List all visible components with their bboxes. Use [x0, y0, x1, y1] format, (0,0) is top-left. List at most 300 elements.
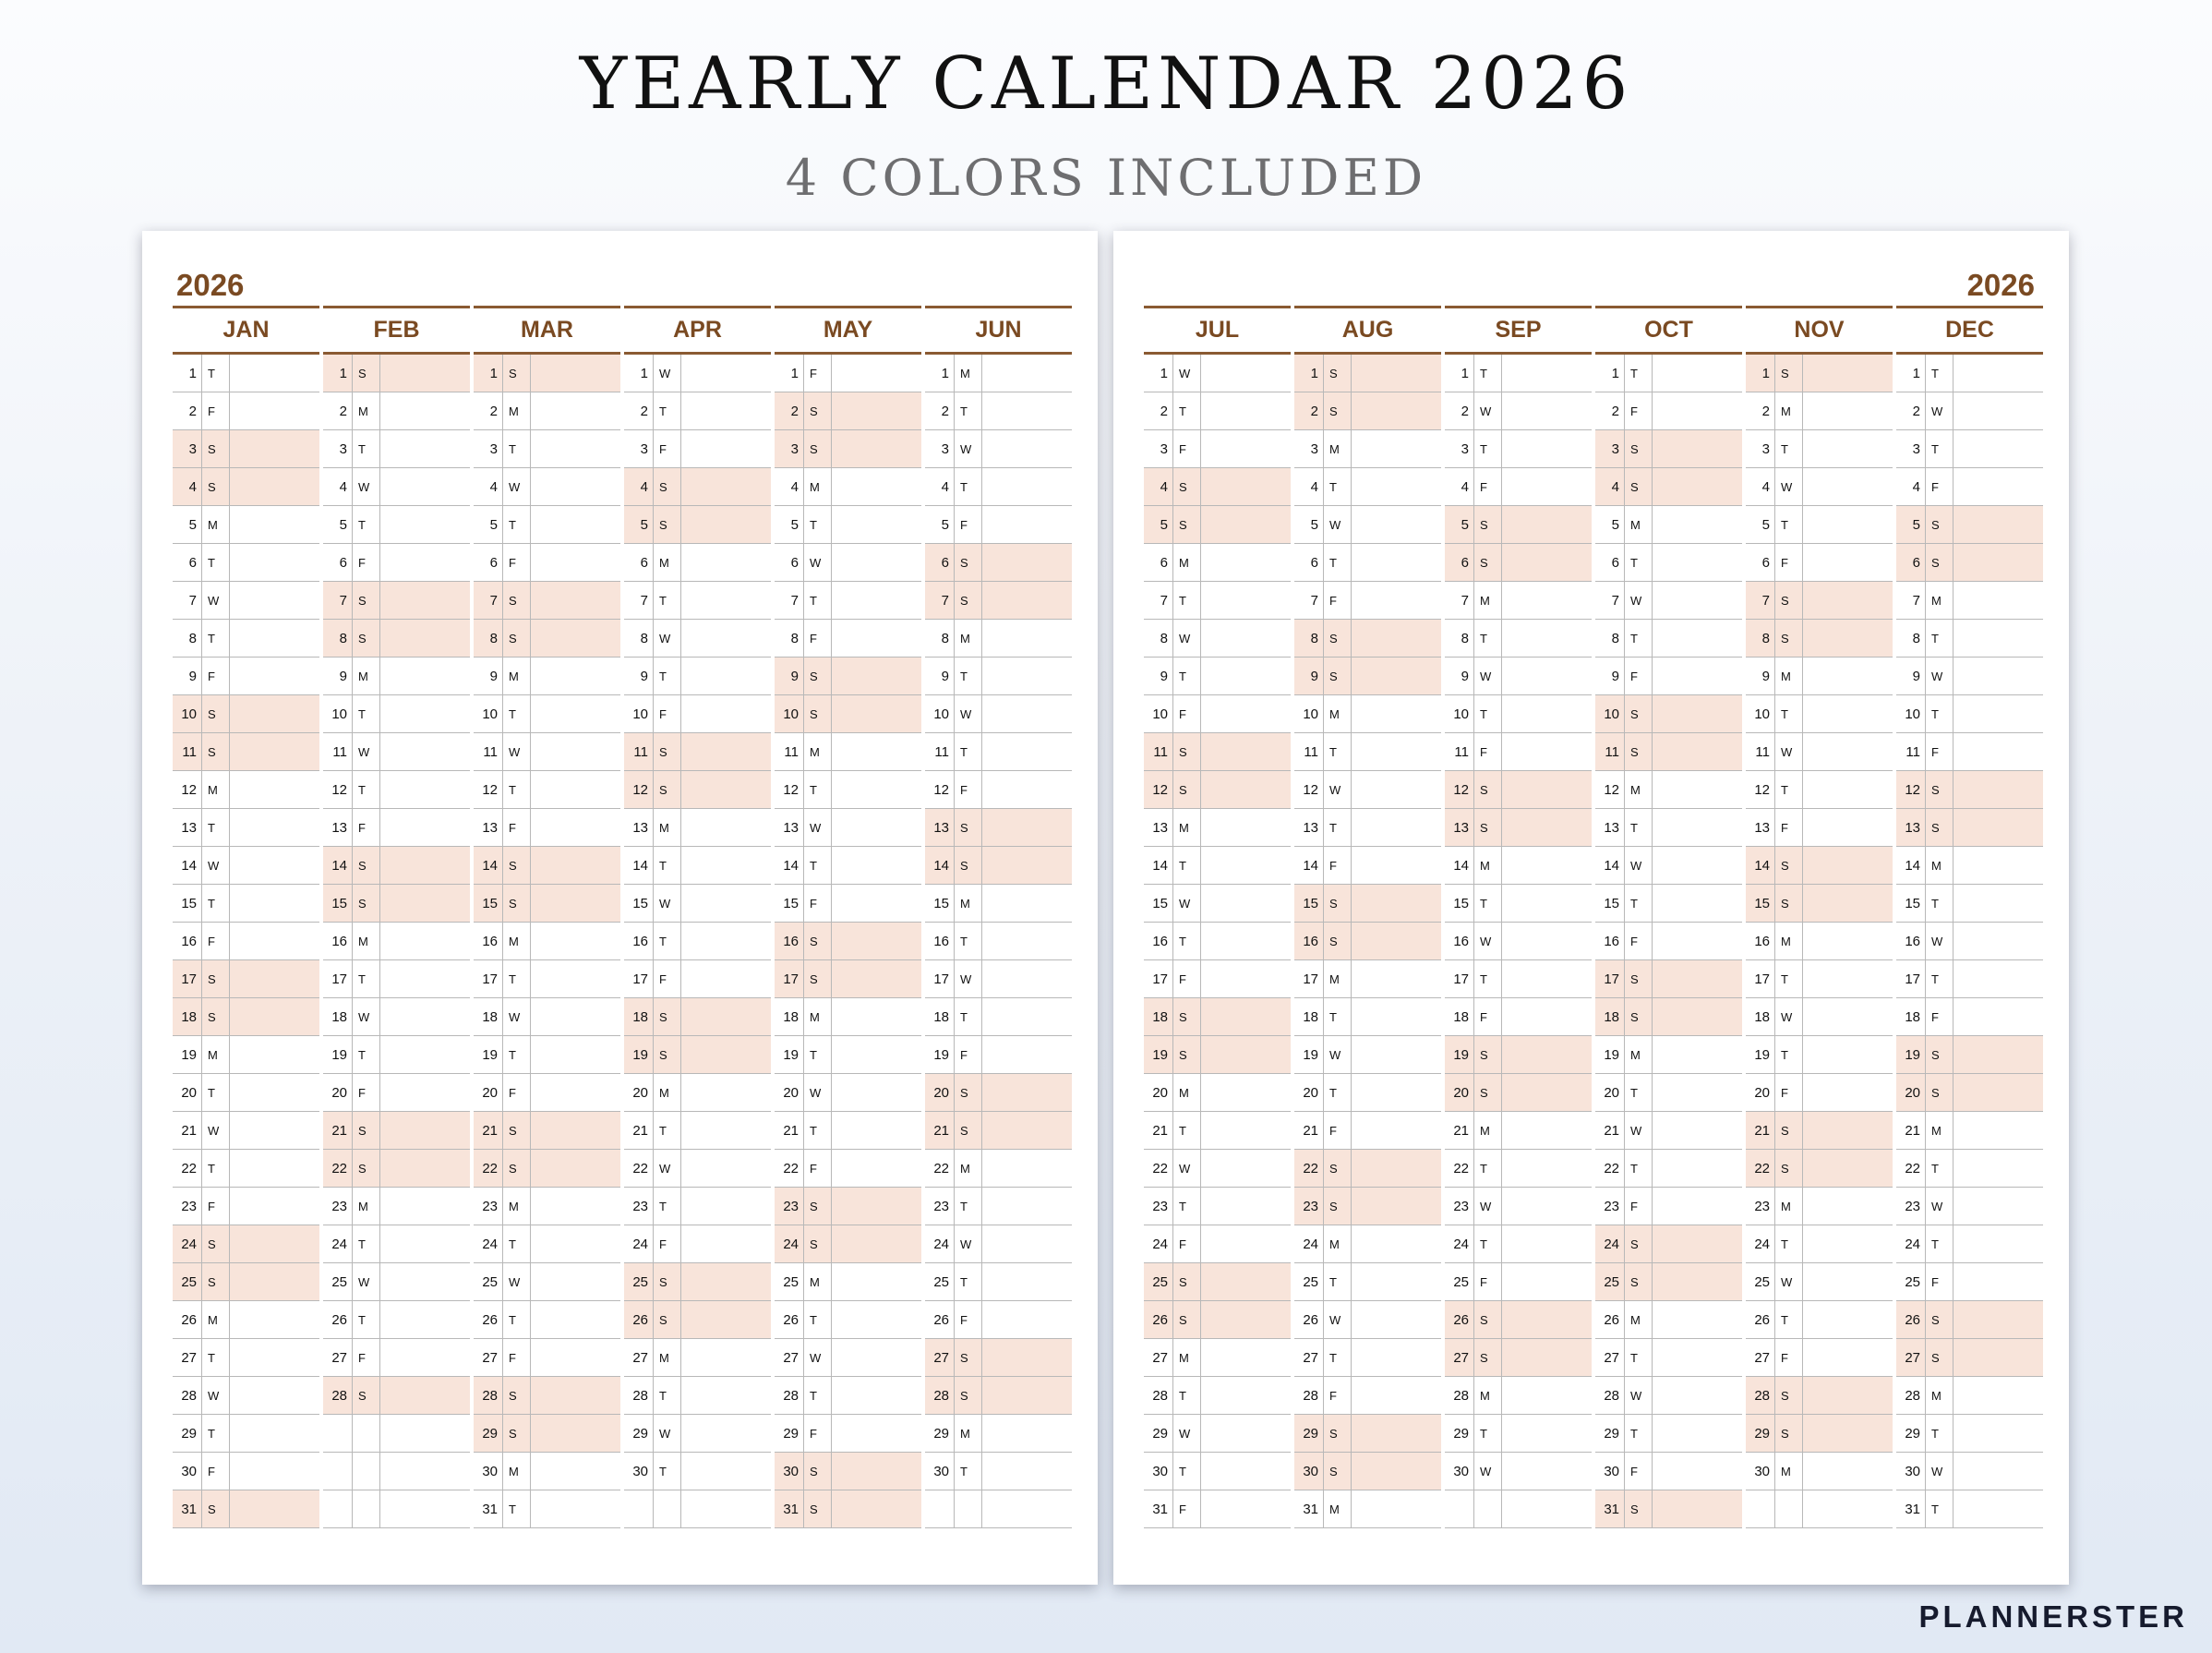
day-row — [1445, 1339, 1592, 1377]
day-note-cell — [1201, 1377, 1291, 1414]
day-number: 9 — [1746, 658, 1775, 694]
day-of-week: T — [1173, 1112, 1201, 1149]
day-row — [173, 1112, 319, 1150]
day-row — [474, 847, 620, 885]
day-note-cell — [681, 960, 771, 997]
day-of-week: M — [1474, 1377, 1502, 1414]
day-row — [173, 998, 319, 1036]
day-number: 3 — [925, 430, 955, 467]
day-number: 17 — [775, 960, 804, 997]
day-of-week: M — [503, 658, 531, 694]
day-number: 1 — [173, 355, 202, 392]
day-row — [775, 1453, 921, 1490]
day-note-cell — [1803, 885, 1893, 922]
day-of-week: S — [955, 544, 982, 581]
day-note-cell — [531, 1415, 620, 1452]
day-row — [624, 1225, 771, 1263]
day-note-cell — [1201, 885, 1291, 922]
day-of-week: F — [1926, 468, 1954, 505]
day-number: 25 — [775, 1263, 804, 1300]
day-row — [1896, 771, 2043, 809]
day-row — [925, 1377, 1072, 1415]
day-row — [775, 1415, 921, 1453]
day-number: 11 — [1294, 733, 1324, 770]
day-note-cell — [230, 355, 319, 392]
day-row — [1746, 1377, 1893, 1415]
day-number: 10 — [1595, 695, 1625, 732]
day-number — [323, 1415, 353, 1452]
day-note-cell — [832, 1225, 921, 1262]
month-column-aug — [1292, 306, 1443, 1528]
day-number: 8 — [323, 620, 353, 657]
day-number: 19 — [775, 1036, 804, 1073]
day-note-cell — [982, 468, 1072, 505]
day-number: 18 — [1746, 998, 1775, 1035]
day-of-week: W — [654, 1415, 681, 1452]
day-number: 22 — [1144, 1150, 1173, 1187]
month-column-jul — [1142, 306, 1292, 1528]
day-row — [474, 885, 620, 923]
day-note-cell — [1352, 620, 1441, 657]
day-note-cell — [982, 355, 1072, 392]
day-of-week: F — [202, 392, 230, 429]
day-number: 30 — [1294, 1453, 1324, 1490]
day-row — [775, 885, 921, 923]
day-row — [1595, 1150, 1742, 1188]
day-number: 21 — [323, 1112, 353, 1149]
day-row — [474, 1112, 620, 1150]
day-note-cell — [1352, 960, 1441, 997]
month-header: FEB — [323, 306, 470, 355]
day-of-week: W — [353, 998, 380, 1035]
day-number: 27 — [173, 1339, 202, 1376]
day-of-week: T — [1324, 468, 1352, 505]
day-number: 14 — [1144, 847, 1173, 884]
day-number: 14 — [173, 847, 202, 884]
day-row — [1595, 998, 1742, 1036]
day-row — [1746, 1150, 1893, 1188]
day-note-cell — [1803, 1036, 1893, 1073]
day-row — [775, 998, 921, 1036]
day-number: 8 — [173, 620, 202, 657]
day-of-week: W — [804, 544, 832, 581]
day-number: 22 — [1746, 1150, 1775, 1187]
day-number: 13 — [624, 809, 654, 846]
day-of-week: F — [1474, 1263, 1502, 1300]
day-number: 25 — [925, 1263, 955, 1300]
day-number: 12 — [624, 771, 654, 808]
day-row — [173, 1225, 319, 1263]
day-note-cell — [982, 1490, 1072, 1527]
day-number: 1 — [925, 355, 955, 392]
day-note-cell — [230, 1074, 319, 1111]
day-number: 26 — [1144, 1301, 1173, 1338]
day-row — [1896, 1074, 2043, 1112]
day-note-cell — [1954, 1225, 2043, 1262]
day-number: 14 — [1445, 847, 1474, 884]
day-number: 17 — [1144, 960, 1173, 997]
day-note-cell — [230, 923, 319, 959]
day-number: 30 — [925, 1453, 955, 1490]
day-number: 3 — [1294, 430, 1324, 467]
day-row — [173, 923, 319, 960]
day-row — [173, 582, 319, 620]
day-note-cell — [681, 695, 771, 732]
day-note-cell — [1803, 392, 1893, 429]
day-number: 14 — [1595, 847, 1625, 884]
day-number: 9 — [1445, 658, 1474, 694]
month-header: DEC — [1896, 306, 2043, 355]
day-of-week: W — [202, 847, 230, 884]
day-of-week — [353, 1453, 380, 1490]
day-note-cell — [1352, 998, 1441, 1035]
day-row — [1445, 468, 1592, 506]
day-row — [1144, 1150, 1291, 1188]
day-row — [173, 1301, 319, 1339]
day-note-cell — [1653, 923, 1742, 959]
day-row — [323, 923, 470, 960]
day-note-cell — [1201, 658, 1291, 694]
day-number: 16 — [323, 923, 353, 959]
day-of-week: S — [955, 847, 982, 884]
day-number — [624, 1490, 654, 1527]
day-row — [1294, 582, 1441, 620]
day-row — [1445, 1036, 1592, 1074]
day-of-week: T — [1926, 885, 1954, 922]
day-of-week: M — [804, 998, 832, 1035]
day-number: 23 — [1445, 1188, 1474, 1225]
day-number: 24 — [925, 1225, 955, 1262]
day-row — [1595, 506, 1742, 544]
day-row — [173, 620, 319, 658]
day-row — [1595, 1112, 1742, 1150]
day-note-cell — [380, 1074, 470, 1111]
day-row — [1595, 1415, 1742, 1453]
day-note-cell — [1954, 923, 2043, 959]
day-row — [173, 695, 319, 733]
day-row — [775, 1112, 921, 1150]
day-row — [323, 1301, 470, 1339]
day-number: 16 — [1746, 923, 1775, 959]
day-row — [775, 733, 921, 771]
day-number: 25 — [1896, 1263, 1926, 1300]
day-note-cell — [1653, 1188, 1742, 1225]
day-note-cell — [1954, 392, 2043, 429]
day-row — [1896, 1150, 2043, 1188]
day-row — [775, 392, 921, 430]
day-number: 22 — [1294, 1150, 1324, 1187]
day-note-cell — [1352, 392, 1441, 429]
empty-day-row — [323, 1415, 470, 1453]
day-row — [1896, 468, 2043, 506]
day-number: 31 — [1144, 1490, 1173, 1527]
day-row — [1445, 1074, 1592, 1112]
day-of-week: F — [503, 1339, 531, 1376]
day-note-cell — [230, 1036, 319, 1073]
day-of-week: T — [1625, 355, 1653, 392]
day-row — [624, 733, 771, 771]
day-note-cell — [1954, 1453, 2043, 1490]
day-row — [1144, 1339, 1291, 1377]
day-note-cell — [1352, 847, 1441, 884]
day-of-week: S — [1324, 923, 1352, 959]
day-row — [1746, 392, 1893, 430]
day-number: 14 — [1294, 847, 1324, 884]
day-of-week: T — [503, 695, 531, 732]
day-note-cell — [1201, 620, 1291, 657]
day-of-week: T — [654, 658, 681, 694]
day-of-week: S — [1474, 1339, 1502, 1376]
day-row — [1144, 1036, 1291, 1074]
day-of-week: T — [1625, 1415, 1653, 1452]
day-of-week: S — [955, 582, 982, 619]
day-row — [925, 1188, 1072, 1225]
day-note-cell — [982, 1263, 1072, 1300]
day-note-cell — [681, 1036, 771, 1073]
day-of-week: M — [1625, 771, 1653, 808]
day-note-cell — [230, 430, 319, 467]
day-note-cell — [832, 355, 921, 392]
day-note-cell — [1502, 506, 1592, 543]
day-number: 18 — [474, 998, 503, 1035]
day-number: 20 — [775, 1074, 804, 1111]
day-number: 3 — [624, 430, 654, 467]
day-of-week: T — [1775, 506, 1803, 543]
day-row — [173, 1377, 319, 1415]
day-note-cell — [531, 923, 620, 959]
day-number: 1 — [624, 355, 654, 392]
day-of-week: T — [1775, 695, 1803, 732]
day-note-cell — [681, 998, 771, 1035]
day-number: 17 — [173, 960, 202, 997]
day-note-cell — [832, 809, 921, 846]
day-of-week: M — [353, 658, 380, 694]
day-of-week: F — [955, 506, 982, 543]
day-number: 16 — [1595, 923, 1625, 959]
day-row — [1144, 658, 1291, 695]
day-row — [1595, 1188, 1742, 1225]
day-number: 13 — [1144, 809, 1173, 846]
day-of-week: S — [1926, 771, 1954, 808]
day-row — [624, 620, 771, 658]
day-of-week: S — [1775, 1150, 1803, 1187]
day-row — [1595, 1263, 1742, 1301]
day-of-week: T — [1474, 1415, 1502, 1452]
day-of-week: T — [1775, 960, 1803, 997]
day-number: 7 — [1294, 582, 1324, 619]
day-row — [1896, 1490, 2043, 1528]
day-note-cell — [230, 885, 319, 922]
day-of-week: S — [1775, 1415, 1803, 1452]
day-note-cell — [1201, 1036, 1291, 1073]
day-number: 13 — [474, 809, 503, 846]
day-number: 16 — [925, 923, 955, 959]
empty-day-row — [1445, 1490, 1592, 1528]
day-number: 18 — [775, 998, 804, 1035]
day-row — [925, 392, 1072, 430]
day-note-cell — [1352, 1150, 1441, 1187]
day-of-week: T — [804, 1112, 832, 1149]
day-number: 21 — [474, 1112, 503, 1149]
day-number: 27 — [624, 1339, 654, 1376]
day-row — [925, 1036, 1072, 1074]
day-row — [925, 923, 1072, 960]
day-row — [1445, 1188, 1592, 1225]
day-row — [624, 658, 771, 695]
day-row — [775, 544, 921, 582]
page-subtitle: 4 COLORS INCLUDED — [785, 149, 1427, 207]
day-note-cell — [1502, 1112, 1592, 1149]
day-note-cell — [1502, 847, 1592, 884]
day-row — [173, 771, 319, 809]
day-note-cell — [982, 733, 1072, 770]
day-row — [323, 468, 470, 506]
day-row — [173, 1415, 319, 1453]
day-row — [1896, 582, 2043, 620]
day-row — [173, 544, 319, 582]
day-row — [1746, 1301, 1893, 1339]
day-of-week: F — [804, 355, 832, 392]
day-row — [323, 998, 470, 1036]
day-note-cell — [1954, 506, 2043, 543]
day-row — [173, 1490, 319, 1528]
day-number: 9 — [1595, 658, 1625, 694]
day-row — [1294, 923, 1441, 960]
day-note-cell — [230, 544, 319, 581]
day-row — [1896, 695, 2043, 733]
day-number: 26 — [474, 1301, 503, 1338]
day-row — [474, 582, 620, 620]
month-column-nov — [1744, 306, 1894, 1528]
day-number: 23 — [775, 1188, 804, 1225]
day-of-week: T — [1324, 1339, 1352, 1376]
day-number: 10 — [323, 695, 353, 732]
day-row — [1595, 620, 1742, 658]
day-number: 28 — [775, 1377, 804, 1414]
day-row — [1746, 1036, 1893, 1074]
month-column-may — [773, 306, 923, 1528]
day-of-week: M — [1775, 923, 1803, 959]
day-note-cell — [1954, 885, 2043, 922]
day-note-cell — [380, 960, 470, 997]
day-of-week: T — [1173, 1377, 1201, 1414]
day-row — [1896, 809, 2043, 847]
day-of-week: S — [353, 885, 380, 922]
day-note-cell — [1803, 1263, 1893, 1300]
day-row — [775, 658, 921, 695]
day-of-week: F — [955, 1301, 982, 1338]
day-of-week: T — [1173, 582, 1201, 619]
day-number: 30 — [1445, 1453, 1474, 1490]
day-of-week: T — [1775, 430, 1803, 467]
day-number: 24 — [323, 1225, 353, 1262]
day-number: 9 — [1896, 658, 1926, 694]
year-label: 2026 — [176, 268, 245, 302]
day-number: 2 — [1294, 392, 1324, 429]
day-row — [474, 1074, 620, 1112]
day-row — [323, 695, 470, 733]
day-number: 8 — [474, 620, 503, 657]
day-of-week: F — [353, 1074, 380, 1111]
day-note-cell — [832, 998, 921, 1035]
day-of-week: M — [955, 1415, 982, 1452]
day-of-week: S — [1324, 355, 1352, 392]
day-number: 24 — [1746, 1225, 1775, 1262]
day-number: 7 — [775, 582, 804, 619]
day-row — [474, 771, 620, 809]
day-of-week: T — [1775, 771, 1803, 808]
day-of-week: S — [654, 468, 681, 505]
day-row — [775, 1074, 921, 1112]
day-note-cell — [982, 1453, 1072, 1490]
day-note-cell — [1954, 847, 2043, 884]
day-row — [1595, 771, 1742, 809]
day-note-cell — [230, 1490, 319, 1527]
day-of-week: W — [1324, 1301, 1352, 1338]
day-of-week: F — [1926, 1263, 1954, 1300]
day-of-week: W — [353, 733, 380, 770]
day-of-week: S — [503, 1112, 531, 1149]
day-number: 26 — [1896, 1301, 1926, 1338]
day-of-week: S — [804, 430, 832, 467]
day-note-cell — [681, 355, 771, 392]
day-of-week: W — [955, 960, 982, 997]
day-of-week: M — [1474, 582, 1502, 619]
day-note-cell — [832, 1377, 921, 1414]
day-row — [474, 1453, 620, 1490]
day-note-cell — [1803, 1225, 1893, 1262]
day-number: 29 — [474, 1415, 503, 1452]
day-of-week: T — [955, 998, 982, 1035]
day-number: 4 — [474, 468, 503, 505]
day-number: 10 — [1746, 695, 1775, 732]
day-number: 29 — [1746, 1415, 1775, 1452]
day-number: 13 — [925, 809, 955, 846]
day-number: 2 — [1746, 392, 1775, 429]
day-number: 27 — [1144, 1339, 1173, 1376]
day-of-week: W — [1324, 506, 1352, 543]
day-number: 21 — [1896, 1112, 1926, 1149]
day-of-week: F — [955, 771, 982, 808]
day-row — [1896, 506, 2043, 544]
day-note-cell — [1502, 1339, 1592, 1376]
day-of-week: M — [654, 544, 681, 581]
day-of-week: S — [1173, 1301, 1201, 1338]
day-of-week: F — [202, 658, 230, 694]
day-number: 22 — [1595, 1150, 1625, 1187]
day-of-week: M — [654, 1339, 681, 1376]
month-header: OCT — [1595, 306, 1742, 355]
day-of-week: S — [654, 1036, 681, 1073]
day-of-week: F — [1625, 392, 1653, 429]
day-number: 23 — [1144, 1188, 1173, 1225]
day-number: 30 — [624, 1453, 654, 1490]
day-of-week: S — [503, 1377, 531, 1414]
day-row — [1896, 1301, 2043, 1339]
day-number: 13 — [1294, 809, 1324, 846]
day-row — [1445, 1150, 1592, 1188]
day-number: 5 — [1746, 506, 1775, 543]
day-of-week: T — [353, 1301, 380, 1338]
day-number: 31 — [1896, 1490, 1926, 1527]
day-of-week: S — [1926, 809, 1954, 846]
day-row — [474, 658, 620, 695]
day-of-week: F — [1324, 1377, 1352, 1414]
day-row — [173, 1339, 319, 1377]
day-row — [1144, 355, 1291, 392]
day-note-cell — [982, 1188, 1072, 1225]
day-number: 12 — [1595, 771, 1625, 808]
